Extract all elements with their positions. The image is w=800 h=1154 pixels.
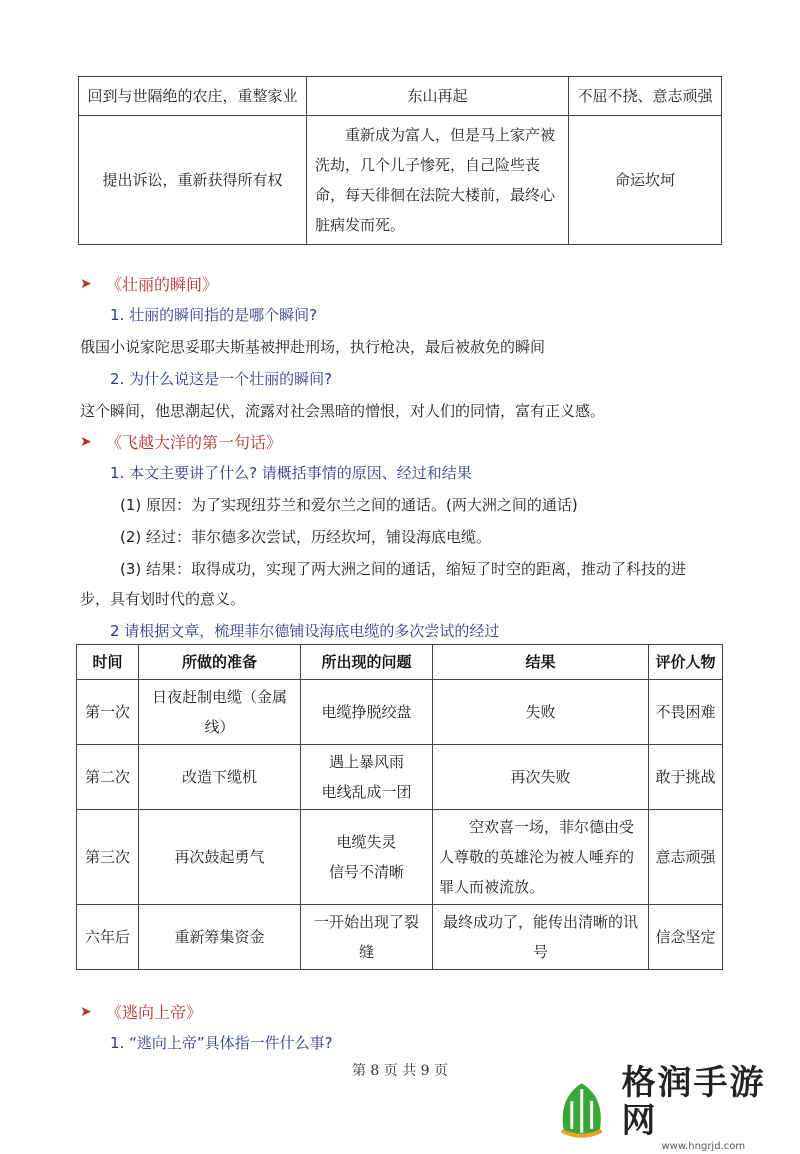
table-cell: 再次失败 (433, 745, 649, 810)
table-cell: 电缆失灵 信号不清晰 (301, 810, 433, 905)
table-row (77, 810, 723, 905)
table-cell: 命运坎坷 (569, 116, 722, 245)
column-header: 所做的准备 (139, 645, 301, 680)
column-header: 时间 (77, 645, 139, 680)
table-cell: 遇上暴风雨 电线乱成一团 (301, 745, 433, 810)
table-cell: 回到与世隔绝的农庄，重整家业 (79, 77, 307, 116)
table-row (79, 116, 722, 245)
answer-point: 步，具有划时代的意义。 (80, 588, 720, 609)
table-cell: 重新成为富人，但是马上家产被洗劫，几个儿子惨死，自己险些丧命，每天徘徊在法院大楼前，最终心脏病发而死。 (307, 116, 569, 245)
column-header: 结果 (433, 645, 649, 680)
question: 1. “逃向上帝”具体指一件什么事? (110, 1032, 333, 1053)
answer-point: (3) 结果：取得成功，实现了两大洲之间的通话，缩短了时空的距离，推动了科技的进 (120, 558, 686, 579)
table-cell: 改造下缆机 (139, 745, 301, 810)
table-row (77, 905, 723, 970)
logo-name: 格润手游网 (622, 1064, 800, 1140)
section-title: 《逃向上帝》 (106, 1000, 202, 1023)
arrow-bullet-icon: ➤ (80, 276, 106, 292)
answer-point: (2) 经过：菲尔德多次尝试，历经坎坷，铺设海底电缆。 (120, 526, 491, 547)
arrow-bullet-icon: ➤ (80, 1004, 106, 1020)
logo-url: www.hngrjd.com (662, 1140, 800, 1154)
table-cell: 敢于挑战 (649, 745, 723, 810)
table-cell: 第一次 (77, 680, 139, 745)
section-title: 《壮丽的瞬间》 (106, 272, 218, 295)
table-cell: 提出诉讼，重新获得所有权 (79, 116, 307, 245)
table-cell: 电缆挣脱绞盘 (301, 680, 433, 745)
section-heading (80, 430, 282, 453)
table-row (77, 745, 723, 810)
section-title: 《飞越大洋的第一句话》 (106, 430, 282, 453)
top-table (78, 76, 722, 245)
section-heading (80, 1000, 202, 1023)
table-cell: 失败 (433, 680, 649, 745)
table-row (79, 77, 722, 116)
table-cell: 东山再起 (307, 77, 569, 116)
table-cell: 一开始出现了裂缝 (301, 905, 433, 970)
column-header: 评价人物 (649, 645, 723, 680)
answer: 这个瞬间，他思潮起伏，流露对社会黑暗的憎恨，对人们的同情，富有正义感。 (80, 400, 720, 421)
table-cell: 六年后 (77, 905, 139, 970)
answer: 俄国小说家陀思妥耶夫斯基被押赴刑场，执行枪决，最后被赦免的瞬间 (80, 336, 720, 357)
table-cell: 意志顽强 (649, 810, 723, 905)
question: 2 请根据文章，梳理菲尔德铺设海底电缆的多次尝试的经过 (110, 620, 499, 641)
question: 2. 为什么说这是一个壮丽的瞬间? (110, 368, 332, 389)
table-cell: 最终成功了，能传出清晰的讯号 (433, 905, 649, 970)
table-cell: 重新筹集资金 (139, 905, 301, 970)
table-cell: 日夜赶制电缆（金属线） (139, 680, 301, 745)
table-cell: 第二次 (77, 745, 139, 810)
answer-point: (1) 原因：为了实现纽芬兰和爱尔兰之间的通话。(两大洲之间的通话) (120, 494, 578, 515)
table-header-row (77, 645, 723, 680)
arrow-bullet-icon: ➤ (80, 434, 106, 450)
table-cell: 再次鼓起勇气 (139, 810, 301, 905)
table-cell: 信念坚定 (649, 905, 723, 970)
leaf-logo-icon (552, 1079, 612, 1139)
page-footer: 第 8 页 共 9 页 (0, 1060, 800, 1080)
table-row (77, 680, 723, 745)
site-logo[interactable] (552, 1064, 800, 1154)
table-cell: 不屈不挠、意志顽强 (569, 77, 722, 116)
table-cell: 不畏困难 (649, 680, 723, 745)
question: 1. 壮丽的瞬间指的是哪个瞬间? (110, 304, 317, 325)
table-cell: 第三次 (77, 810, 139, 905)
question: 1. 本文主要讲了什么? 请概括事情的原因、经过和结果 (110, 462, 472, 483)
section-heading (80, 272, 218, 295)
attempts-table (76, 644, 723, 970)
column-header: 所出现的问题 (301, 645, 433, 680)
table-cell: 空欢喜一场，菲尔德由受人尊敬的英雄沦为被人唾弃的罪人而被流放。 (433, 810, 649, 905)
